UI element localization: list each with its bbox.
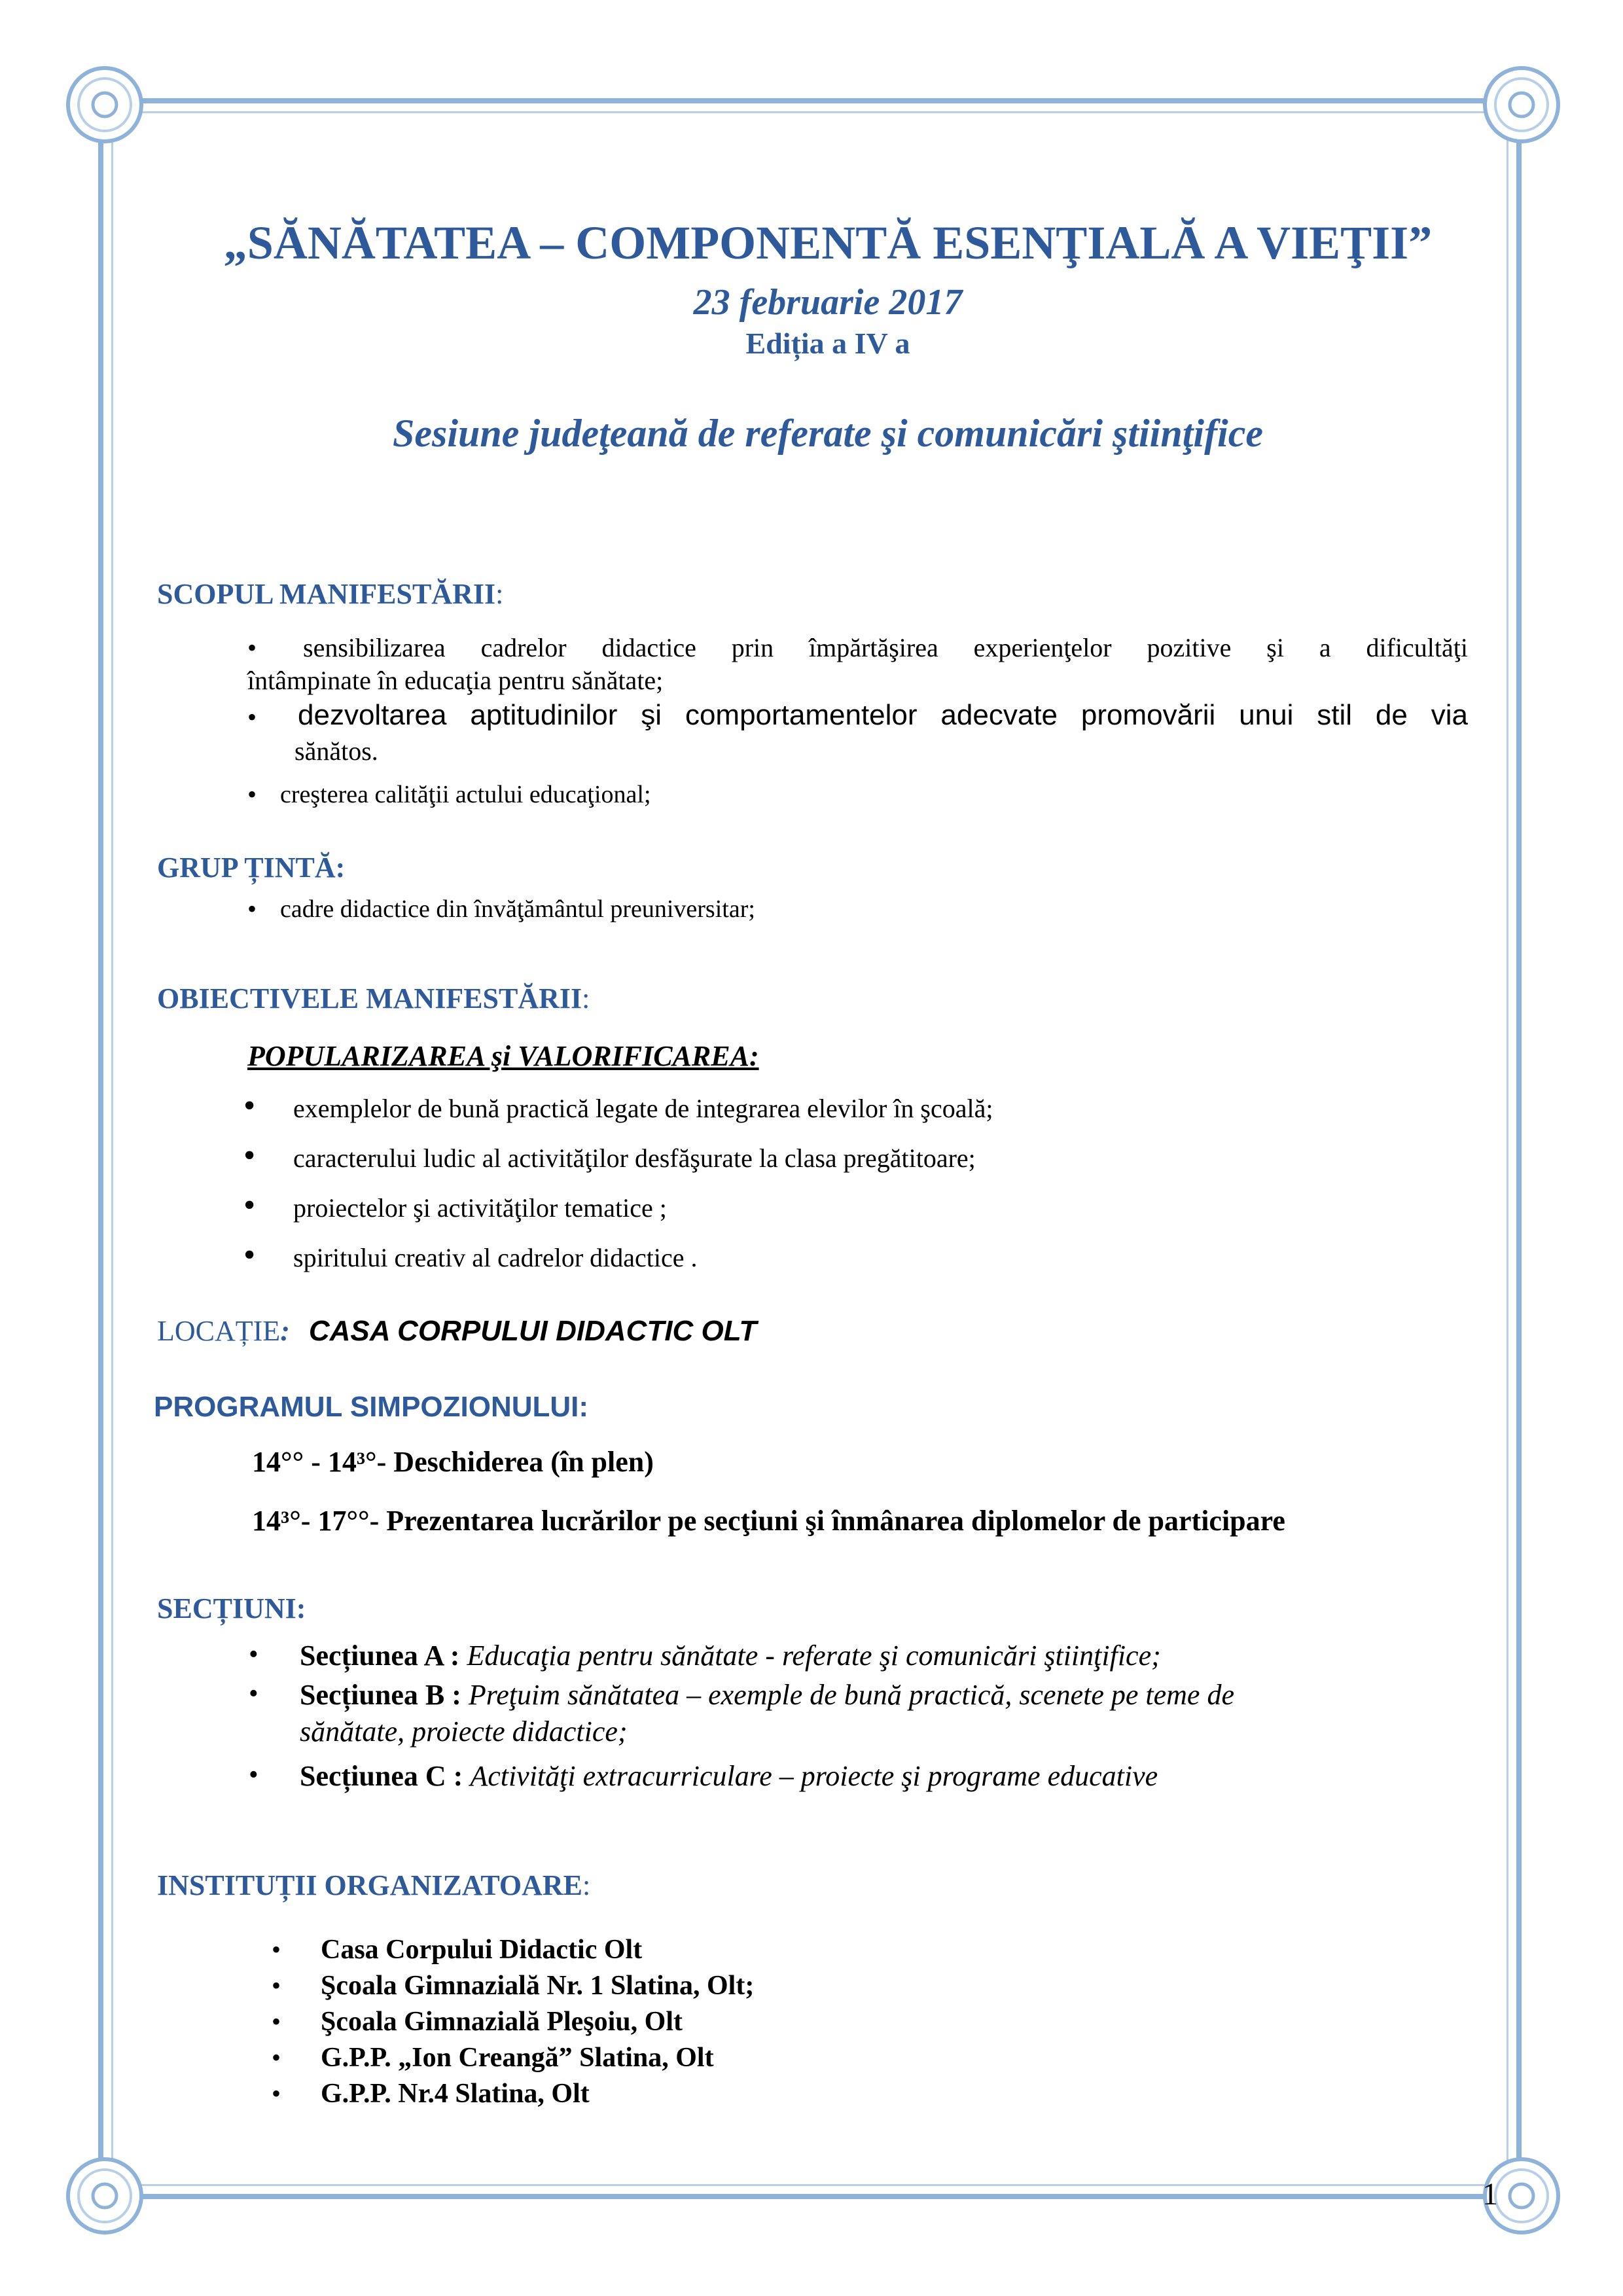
bullet-icon: • [249, 1760, 259, 1790]
program-row-1-text: Deschiderea (în plen) [386, 1446, 654, 1478]
target-group-heading: GRUP ȚINTĂ: [157, 852, 346, 884]
location-row [157, 1314, 757, 1348]
bullet-icon: • [247, 702, 257, 732]
bullet-icon: • [249, 1679, 259, 1709]
objectives-heading [157, 982, 590, 1015]
institution-item: Şcoala Gimnazială Nr. 1 Slatina, Olt; [321, 1971, 755, 2001]
session-subtitle: Sesiune judeţeană de referate şi comunicări ştiinţifice [393, 412, 1263, 455]
program-row-1-time: 14°° - 14³°- [252, 1446, 387, 1478]
section-a-label: Secțiunea A : [300, 1640, 467, 1672]
section-b [300, 1678, 1234, 1712]
page-number: 1 [1482, 2177, 1498, 2212]
section-c [300, 1759, 1158, 1793]
institution-item: G.P.P. Nr.4 Slatina, Olt [321, 2079, 590, 2109]
bullet-icon: • [247, 894, 257, 924]
document-title: „SĂNĂTATEA – COMPONENTĂ ESENŢIALĂ A VIEŢII” [223, 217, 1433, 269]
location-label: LOCAȚIE [157, 1315, 281, 1347]
institutions-heading-text: INSTITUȚII ORGANIZATOARE [157, 1869, 582, 1901]
program-heading: PROGRAMUL SIMPOZIONULUI: [154, 1391, 589, 1423]
objective-item: exemplelor de bună practică legate de integrarea elevilor în şcoală; [293, 1094, 993, 1123]
edition-label: Ediția a IV a [745, 327, 910, 360]
section-c-text: Activităţi extracurriculare – proiecte şi programe educative [470, 1760, 1158, 1792]
section-a [300, 1639, 1161, 1672]
section-a-text: Educaţia pentru sănătate - referate şi comunicări ştiinţifice; [467, 1640, 1161, 1672]
objective-item: proiectelor şi activităţilor tematice ; [293, 1193, 667, 1223]
event-date: 23 februarie 2017 [693, 282, 963, 323]
objectives-heading-text: OBIECTIVELE MANIFESTĂRII [157, 982, 582, 1014]
section-b-text-line-1: Preţuim sănătatea – exemple de bună practică, scenete pe teme de [468, 1679, 1234, 1711]
scope-heading-colon: : [495, 578, 504, 610]
objectives-subheading: POPULARIZAREA şi VALORIFICAREA: [247, 1040, 759, 1072]
section-b-text-line-2: sănătate, proiecte didactice; [300, 1715, 628, 1748]
location-value: CASA CORPULUI DIDACTIC OLT [308, 1315, 757, 1347]
objective-item: spiritului creativ al cadrelor didactice . [293, 1243, 698, 1272]
bullet-icon: • [243, 1087, 256, 1124]
objectives-heading-colon: : [582, 982, 590, 1014]
bullet-icon: • [243, 1187, 256, 1224]
program-row-2-text: Prezentarea lucrărilor pe secţiuni şi înmânarea diplomelor de participare [379, 1505, 1285, 1537]
location-colon: : [280, 1315, 290, 1347]
institution-item: G.P.P. „Ion Creangă” Slatina, Olt [321, 2043, 714, 2073]
section-b-label: Secțiunea B : [300, 1679, 469, 1711]
bullet-icon: • [272, 1935, 281, 1964]
bullet-icon: • [272, 1971, 281, 2000]
institutions-heading [157, 1869, 590, 1902]
scope-item-2-line-1: dezvoltarea aptitudinilor şi comportamentelor adecvate promovării unui stil de via [298, 699, 1468, 731]
program-row-1 [252, 1445, 654, 1479]
bullet-icon: • [272, 2043, 281, 2072]
bullet-icon: • [272, 2007, 281, 2036]
scope-item-2-line-2: sănătos. [294, 736, 378, 766]
program-row-2 [252, 1504, 1285, 1537]
section-c-label: Secțiunea C : [300, 1760, 471, 1792]
sections-heading: SECȚIUNI: [157, 1592, 306, 1624]
scope-item-1-line-1: sensibilizarea cadrelor didactice prin împărtăşirea experienţelor pozitive şi a dificultăţi [303, 633, 1468, 662]
scope-item-3: creşterea calităţii actului educaţional; [280, 781, 651, 808]
institution-item: Casa Corpului Didactic Olt [321, 1935, 643, 1965]
bullet-icon: • [272, 2079, 281, 2108]
scope-heading [157, 577, 503, 611]
target-group-item: cadre didactice din învăţământul preuniversitar; [280, 895, 755, 923]
bullet-icon: • [243, 1236, 256, 1274]
institutions-heading-colon: : [582, 1869, 591, 1901]
scope-item-1-line-2: întâmpinate în educaţia pentru sănătate; [247, 666, 664, 695]
institution-item: Şcoala Gimnazială Pleşoiu, Olt [321, 2007, 683, 2037]
scope-heading-text: SCOPUL MANIFESTĂRII [157, 578, 496, 610]
objective-item: caracterului ludic al activităţilor desfăşurate la clasa pregătitoare; [293, 1143, 976, 1173]
bullet-icon: • [249, 1640, 259, 1670]
bullet-icon: • [247, 633, 257, 662]
bullet-icon: • [247, 780, 257, 809]
bullet-icon: • [243, 1137, 256, 1174]
program-row-2-time: 14³°- 17°°- [252, 1505, 380, 1537]
